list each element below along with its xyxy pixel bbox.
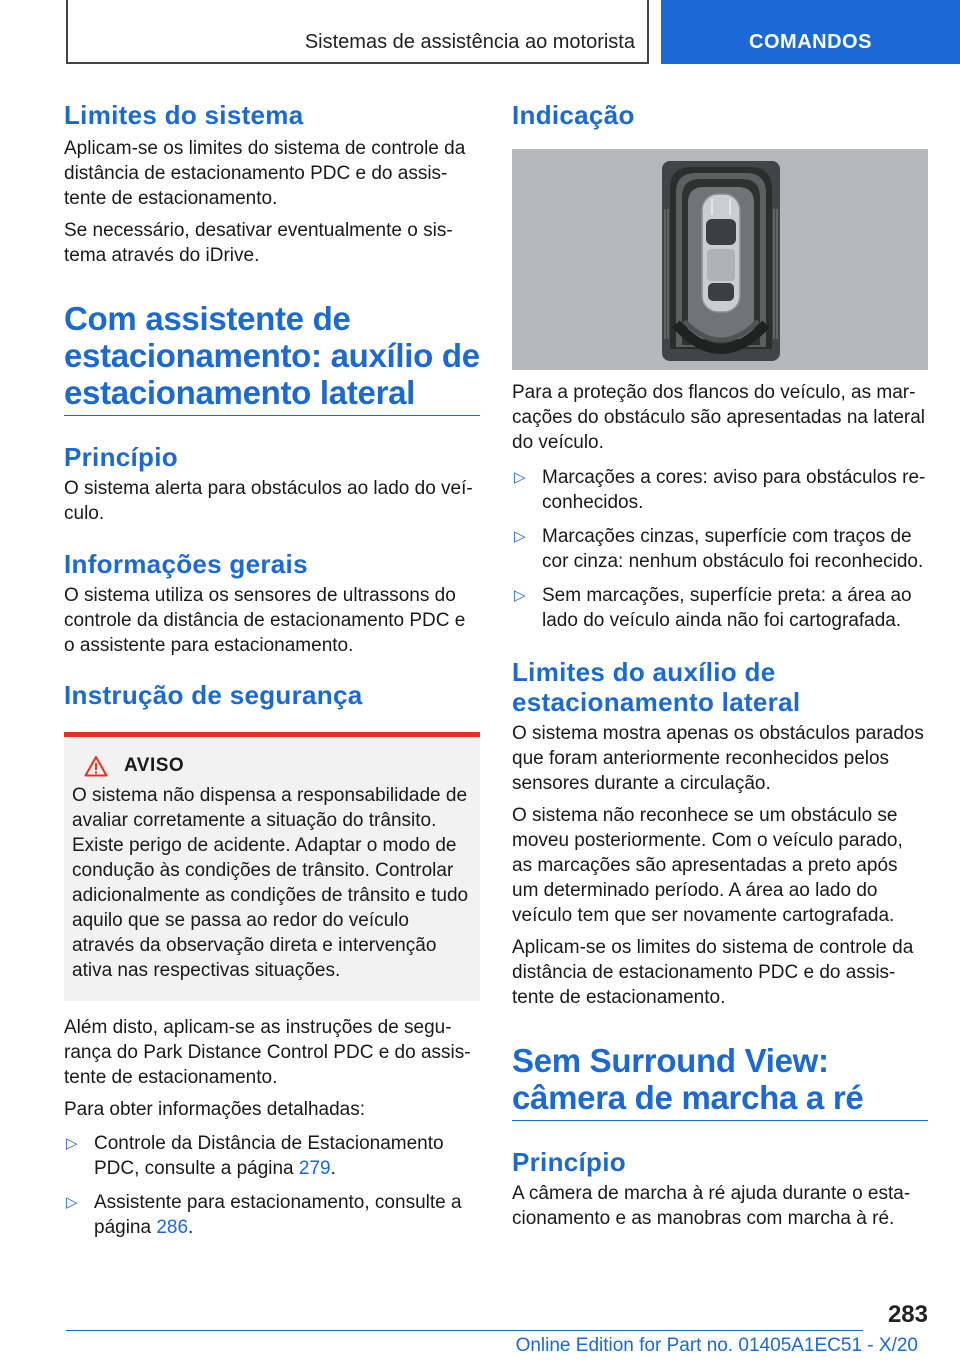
principle-paragraph: O sistema alerta para obstáculos ao lado do veí-culo. (64, 478, 473, 524)
car-top-view-icon (512, 149, 928, 370)
bullet-triangle-icon: ▷ (514, 528, 526, 545)
general-info-heading: Informações gerais (64, 549, 308, 579)
display-heading: Indicação (512, 100, 635, 130)
limits-paragraph-1: Aplicam-se os limites do sistema de controle da distância de estacionamento PDC e do assis-tente de estacionamento. (64, 138, 466, 209)
general-info-paragraph: O sistema utiliza os sensores de ultrassons do controle da distância de estacionamento PDC e o assistente para estacionamento. (64, 585, 466, 656)
left-column (64, 100, 480, 1240)
limits-paragraph-2: Se necessário, desativar eventualmente o sis-tema através do iDrive. (64, 220, 453, 266)
list-item: ▷ Marcações a cores: aviso para obstáculos re-conhecidos. (514, 467, 926, 513)
chapter-label: COMANDOS (749, 31, 872, 53)
also-paragraph: Além disto, aplicam-se as instruções de segu-rança do Park Distance Control PDC e do assis-tente de estacionamento. (64, 1017, 471, 1088)
side-assist-limits-paragraph-1: O sistema mostra apenas os obstáculos parados que foram anteriormente reconhecidos pelos sensores durante a circulação. (512, 723, 924, 794)
list-item: ▷ Controle da Distância de Estacionamento PDC, consulte a página 279. (66, 1133, 444, 1179)
reference-list (64, 1131, 480, 1240)
bullet-triangle-icon: ▷ (66, 1194, 78, 1211)
list-item: ▷ Marcações cinzas, superfície com traços de cor cinza: nenhum obstáculo foi reconhecido. (514, 526, 924, 572)
warning-title: AVISO (124, 755, 185, 776)
rear-camera-principle-paragraph: A câmera de marcha à ré ajuda durante o esta-cionamento e as manobras com marcha à ré. (512, 1183, 911, 1229)
warning-triangle-icon (84, 755, 108, 777)
right-column (512, 100, 928, 1231)
page-link-279[interactable]: 279 (298, 1158, 331, 1179)
rear-camera-principle-heading: Princípio (512, 1147, 626, 1177)
bullet-triangle-icon: ▷ (66, 1135, 78, 1152)
warning-box (64, 732, 480, 1001)
bullet-triangle-icon: ▷ (514, 469, 526, 486)
principle-heading: Princípio (64, 442, 178, 472)
warning-text: O sistema não dispensa a responsabilidade de avaliar corretamente a situação do trânsito. Existe perigo de acidente. Adaptar o modo de condução às condições de trânsito. Controlar adicionalmente as condições de trânsito e tudo aquilo que se passa ao redor do veículo através da observação direta e intervenção ativa nas respectivas situações. (72, 785, 469, 981)
side-assist-limits-paragraph-3: Aplicam-se os limites do sistema de controle da distância de estacionamento PDC e do assis-tente de estacionamento. (512, 937, 914, 1008)
display-paragraph: Para a proteção dos flancos do veículo, as mar-cações do obstáculo são apresentadas na lateral do veículo. (512, 382, 925, 453)
list-item: ▷ Assistente para estacionamento, consulte a página 286. (66, 1192, 462, 1238)
warning-title-row (84, 755, 472, 777)
details-paragraph: Para obter informações detalhadas: (64, 1099, 366, 1120)
safety-heading: Instrução de segurança (64, 680, 363, 710)
page-link-286[interactable]: 286 (156, 1217, 189, 1238)
side-assist-limits-heading: Limites do auxílio de estacionamento lateral (512, 657, 801, 717)
bullet-triangle-icon: ▷ (514, 587, 526, 604)
list-item: ▷ Sem marcações, superfície preta: a área ao lado do veículo ainda não foi cartografada. (514, 585, 912, 631)
chapter-heading-rear-camera: Sem Surround View: câmera de marcha a ré (512, 1042, 928, 1121)
section-title: Sistemas de assistência ao motorista (304, 31, 635, 53)
limits-heading: Limites do sistema (64, 100, 304, 130)
parking-view-illustration (512, 149, 928, 370)
side-assist-limits-paragraph-2: O sistema não reconhece se um obstáculo se moveu posteriormente. Com o veículo parado, as marcações são apresentadas a preto após um determinado período. A área ao lado do veículo tem que ser novamente cartografada. (512, 805, 903, 926)
marking-list (512, 465, 928, 633)
page-number: 283 (887, 1301, 928, 1328)
running-header (66, 0, 649, 64)
chapter-heading-side-assist: Com assistente de estacionamento: auxílio de estacionamento lateral (64, 300, 480, 416)
edition-footer: Online Edition for Part no. 01405A1EC51 - X/20 (515, 1335, 918, 1356)
chapter-tab (661, 0, 960, 64)
footer-divider (66, 1330, 863, 1331)
